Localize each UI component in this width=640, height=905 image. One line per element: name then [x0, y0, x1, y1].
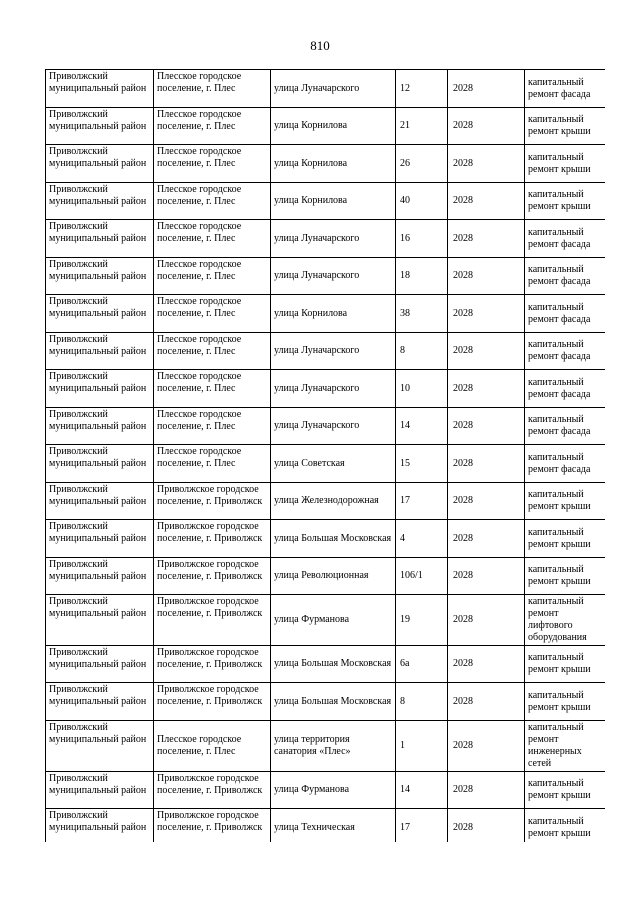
table-row	[46, 145, 606, 183]
district-cell: Приволжский муниципальный район	[46, 809, 154, 843]
house-number-cell: 38	[396, 295, 448, 333]
district-cell: Приволжский муниципальный район	[46, 772, 154, 809]
house-number-cell: 8	[396, 683, 448, 721]
street-cell: улица Фурманова	[271, 772, 396, 809]
house-number-cell: 1	[396, 721, 448, 772]
work-type-cell: капитальный ремонт фасада	[525, 370, 606, 408]
work-type-cell: капитальный ремонт фасада	[525, 408, 606, 445]
house-number-cell: 15	[396, 445, 448, 483]
settlement-cell: Приволжское городское поселение, г. Приволжск	[154, 520, 271, 558]
street-cell: улица Корнилова	[271, 295, 396, 333]
street-cell: улица Корнилова	[271, 108, 396, 145]
house-number-cell: 21	[396, 108, 448, 145]
table-row	[46, 809, 606, 843]
settlement-cell: Плесское городское поселение, г. Плес	[154, 333, 271, 370]
street-cell: улица Советская	[271, 445, 396, 483]
street-cell: улица Революционная	[271, 558, 396, 595]
settlement-cell: Плесское городское поселение, г. Плес	[154, 258, 271, 295]
settlement-cell: Приволжское городское поселение, г. Приволжск	[154, 772, 271, 809]
work-type-cell: капитальный ремонт крыши	[525, 809, 606, 843]
settlement-cell: Плесское городское поселение, г. Плес	[154, 370, 271, 408]
table-row	[46, 721, 606, 772]
work-type-cell: капитальный ремонт крыши	[525, 108, 606, 145]
settlement-cell: Приволжское городское поселение, г. Приволжск	[154, 646, 271, 683]
work-type-cell: капитальный ремонт фасада	[525, 220, 606, 258]
year-cell: 2028	[448, 145, 525, 183]
district-cell: Приволжский муниципальный район	[46, 595, 154, 646]
house-number-cell: 16	[396, 220, 448, 258]
street-cell: улица Фурманова	[271, 595, 396, 646]
table-row	[46, 333, 606, 370]
table-row	[46, 408, 606, 445]
work-type-cell: капитальный ремонт фасада	[525, 295, 606, 333]
district-cell: Приволжский муниципальный район	[46, 520, 154, 558]
year-cell: 2028	[448, 408, 525, 445]
house-number-cell: 17	[396, 809, 448, 843]
table-row	[46, 220, 606, 258]
year-cell: 2028	[448, 721, 525, 772]
settlement-cell: Плесское городское поселение, г. Плес	[154, 108, 271, 145]
work-type-cell: капитальный ремонт фасада	[525, 258, 606, 295]
settlement-cell: Плесское городское поселение, г. Плес	[154, 721, 271, 772]
district-cell: Приволжский муниципальный район	[46, 258, 154, 295]
table-row	[46, 108, 606, 145]
year-cell: 2028	[448, 108, 525, 145]
table-row	[46, 370, 606, 408]
house-number-cell: 6а	[396, 646, 448, 683]
work-type-cell: капитальный ремонт крыши	[525, 183, 606, 220]
house-number-cell: 18	[396, 258, 448, 295]
year-cell: 2028	[448, 370, 525, 408]
year-cell: 2028	[448, 258, 525, 295]
work-type-cell: капитальный ремонт фасада	[525, 333, 606, 370]
work-type-cell: капитальный ремонт крыши	[525, 646, 606, 683]
street-cell: улица Луначарского	[271, 220, 396, 258]
district-cell: Приволжский муниципальный район	[46, 333, 154, 370]
year-cell: 2028	[448, 70, 525, 108]
year-cell: 2028	[448, 483, 525, 520]
year-cell: 2028	[448, 646, 525, 683]
district-cell: Приволжский муниципальный район	[46, 108, 154, 145]
table-row	[46, 520, 606, 558]
year-cell: 2028	[448, 772, 525, 809]
district-cell: Приволжский муниципальный район	[46, 408, 154, 445]
work-type-cell: капитальный ремонт крыши	[525, 772, 606, 809]
house-number-cell: 26	[396, 145, 448, 183]
street-cell: улица Техническая	[271, 809, 396, 843]
year-cell: 2028	[448, 683, 525, 721]
table-row	[46, 183, 606, 220]
table-row	[46, 483, 606, 520]
house-number-cell: 14	[396, 408, 448, 445]
settlement-cell: Плесское городское поселение, г. Плес	[154, 145, 271, 183]
work-type-cell: капитальный ремонт фасада	[525, 70, 606, 108]
year-cell: 2028	[448, 333, 525, 370]
table-row	[46, 772, 606, 809]
street-cell: улица Луначарского	[271, 408, 396, 445]
work-type-cell: капитальный ремонт крыши	[525, 145, 606, 183]
district-cell: Приволжский муниципальный район	[46, 220, 154, 258]
work-type-cell: капитальный ремонт лифтового оборудования	[525, 595, 606, 646]
table-body	[46, 70, 606, 843]
work-type-cell: капитальный ремонт крыши	[525, 683, 606, 721]
street-cell: улица Большая Московская	[271, 520, 396, 558]
settlement-cell: Плесское городское поселение, г. Плес	[154, 408, 271, 445]
table-row	[46, 70, 606, 108]
repair-schedule-table-container	[45, 69, 605, 842]
street-cell: улица Луначарского	[271, 370, 396, 408]
table-row	[46, 683, 606, 721]
district-cell: Приволжский муниципальный район	[46, 683, 154, 721]
house-number-cell: 12	[396, 70, 448, 108]
house-number-cell: 106/1	[396, 558, 448, 595]
street-cell: улица Корнилова	[271, 183, 396, 220]
settlement-cell: Приволжское городское поселение, г. Приволжск	[154, 809, 271, 843]
street-cell: улица Луначарского	[271, 258, 396, 295]
district-cell: Приволжский муниципальный район	[46, 646, 154, 683]
year-cell: 2028	[448, 295, 525, 333]
district-cell: Приволжский муниципальный район	[46, 295, 154, 333]
street-cell: улица Луначарского	[271, 70, 396, 108]
work-type-cell: капитальный ремонт крыши	[525, 483, 606, 520]
house-number-cell: 40	[396, 183, 448, 220]
settlement-cell: Плесское городское поселение, г. Плес	[154, 220, 271, 258]
district-cell: Приволжский муниципальный район	[46, 483, 154, 520]
settlement-cell: Приволжское городское поселение, г. Приволжск	[154, 595, 271, 646]
table-row	[46, 646, 606, 683]
district-cell: Приволжский муниципальный район	[46, 183, 154, 220]
settlement-cell: Плесское городское поселение, г. Плес	[154, 445, 271, 483]
table-row	[46, 558, 606, 595]
year-cell: 2028	[448, 809, 525, 843]
table-row	[46, 595, 606, 646]
year-cell: 2028	[448, 183, 525, 220]
year-cell: 2028	[448, 445, 525, 483]
district-cell: Приволжский муниципальный район	[46, 70, 154, 108]
district-cell: Приволжский муниципальный район	[46, 445, 154, 483]
page-number: 810	[310, 38, 330, 53]
settlement-cell: Приволжское городское поселение, г. Приволжск	[154, 483, 271, 520]
district-cell: Приволжский муниципальный район	[46, 145, 154, 183]
year-cell: 2028	[448, 558, 525, 595]
work-type-cell: капитальный ремонт фасада	[525, 445, 606, 483]
table-row	[46, 445, 606, 483]
district-cell: Приволжский муниципальный район	[46, 721, 154, 772]
year-cell: 2028	[448, 520, 525, 558]
street-cell: улица территория санатория «Плес»	[271, 721, 396, 772]
work-type-cell: капитальный ремонт крыши	[525, 558, 606, 595]
table-row	[46, 258, 606, 295]
settlement-cell: Плесское городское поселение, г. Плес	[154, 183, 271, 220]
settlement-cell: Приволжское городское поселение, г. Приволжск	[154, 558, 271, 595]
work-type-cell: капитальный ремонт инженерных сетей	[525, 721, 606, 772]
district-cell: Приволжский муниципальный район	[46, 370, 154, 408]
street-cell: улица Большая Московская	[271, 646, 396, 683]
table-row	[46, 295, 606, 333]
street-cell: улица Большая Московская	[271, 683, 396, 721]
settlement-cell: Плесское городское поселение, г. Плес	[154, 70, 271, 108]
street-cell: улица Корнилова	[271, 145, 396, 183]
house-number-cell: 10	[396, 370, 448, 408]
settlement-cell: Плесское городское поселение, г. Плес	[154, 295, 271, 333]
street-cell: улица Железнодорожная	[271, 483, 396, 520]
street-cell: улица Луначарского	[271, 333, 396, 370]
house-number-cell: 19	[396, 595, 448, 646]
year-cell: 2028	[448, 595, 525, 646]
district-cell: Приволжский муниципальный район	[46, 558, 154, 595]
repair-schedule-table	[45, 69, 605, 842]
house-number-cell: 4	[396, 520, 448, 558]
house-number-cell: 17	[396, 483, 448, 520]
year-cell: 2028	[448, 220, 525, 258]
house-number-cell: 14	[396, 772, 448, 809]
work-type-cell: капитальный ремонт крыши	[525, 520, 606, 558]
settlement-cell: Приволжское городское поселение, г. Приволжск	[154, 683, 271, 721]
house-number-cell: 8	[396, 333, 448, 370]
